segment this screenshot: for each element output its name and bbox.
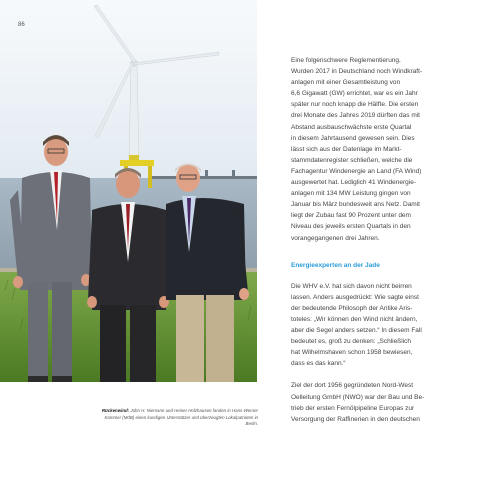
text-line: trieb der ersten Fernölpipeline Europas zur [291,404,415,412]
text-line: Abstand ausbauschwächste erste Quartal [291,123,412,131]
text-line: in diesem Jahrtausend gewesen sein. Dies [291,134,415,142]
text-line: Fachagentur Windenergie an Land (FA Wind) [291,167,422,175]
caption-lead: Rückenwind: [101,408,130,413]
text-line: Wurden 2017 in Deutschland noch Windkraft- [291,68,423,76]
text-line: aber die Segel anders setzen.“ In diesem Fall [291,327,422,335]
text-line: toteles: „Wir können den Wind nicht ändern, [291,315,418,323]
photo-caption [96,408,258,428]
text-line: dass es das kann.“ [291,360,346,368]
text-line: Eine folgenschwere Reglementierung. [291,57,401,64]
text-line: Januar bis März bundesweit ans Netz. Damit [291,201,420,209]
text-line: ausgewertet hat. Lediglich 41 Windenergie- [291,179,417,187]
text-line: Oelleitung GmbH (NWO) war der Bau und Be- [291,393,425,401]
section-subheading: Energieexperten an der Jade [291,261,380,269]
caption-text: John H. Niemann und Heiner Holzhausen fanden in Hans-Werner Kammer (MdB) einen kundigen Unterstützer und überzeugten Lokalpatrioten in Berlin. [104,408,258,427]
text-line: bedeutet es, groß zu denken: „Schließlich [291,338,411,346]
text-line: der bedeutende Philosoph der Antike Aris- [291,304,413,312]
text-line: 6,6 Gigawatt (GW) errichtet, war es ein Jahr [291,90,418,98]
text-line: stammdatenregister schließen, welche die [291,156,413,164]
photo [0,0,257,382]
paragraph-2 [291,281,451,370]
text-line: Versorgung der Raffinerien in den deutschen [291,415,420,423]
photo-illustration [0,0,257,382]
paragraph-3 [291,380,451,424]
article-text [291,55,451,425]
text-line: lässt sich aus der Datenlage im Markt- [291,145,402,153]
paragraph-1 [291,55,451,244]
text-line: Die WHV e.V. hat sich davon nicht beirren [291,282,412,290]
text-line: lassen. Anders ausgedrückt: Wie sagte einst [291,293,419,301]
text-line: Niveau des jeweils ersten Quartals in den [291,223,411,231]
text-line: liegt der Zubau fast 90 Prozent unter dem [291,212,411,220]
text-line: drei Monate des Jahres 2019 dürften das mit [291,112,420,120]
text-line: hat Wilhelmshaven schon 1958 bewiesen, [291,349,413,357]
text-line: anlagen mit einer Gesamtleistung von [291,79,401,87]
text-line: vorangegangenen drei Jahren. [291,234,380,242]
text-line: Ziel der dort 1956 gegründeten Nord-West [291,382,414,390]
text-line: anlagen mit 134 MW Leistung gingen von [291,190,411,198]
page-number: 86 [18,22,25,28]
text-line: später nur noch knapp die Hälfte. Die ersten [291,101,419,109]
